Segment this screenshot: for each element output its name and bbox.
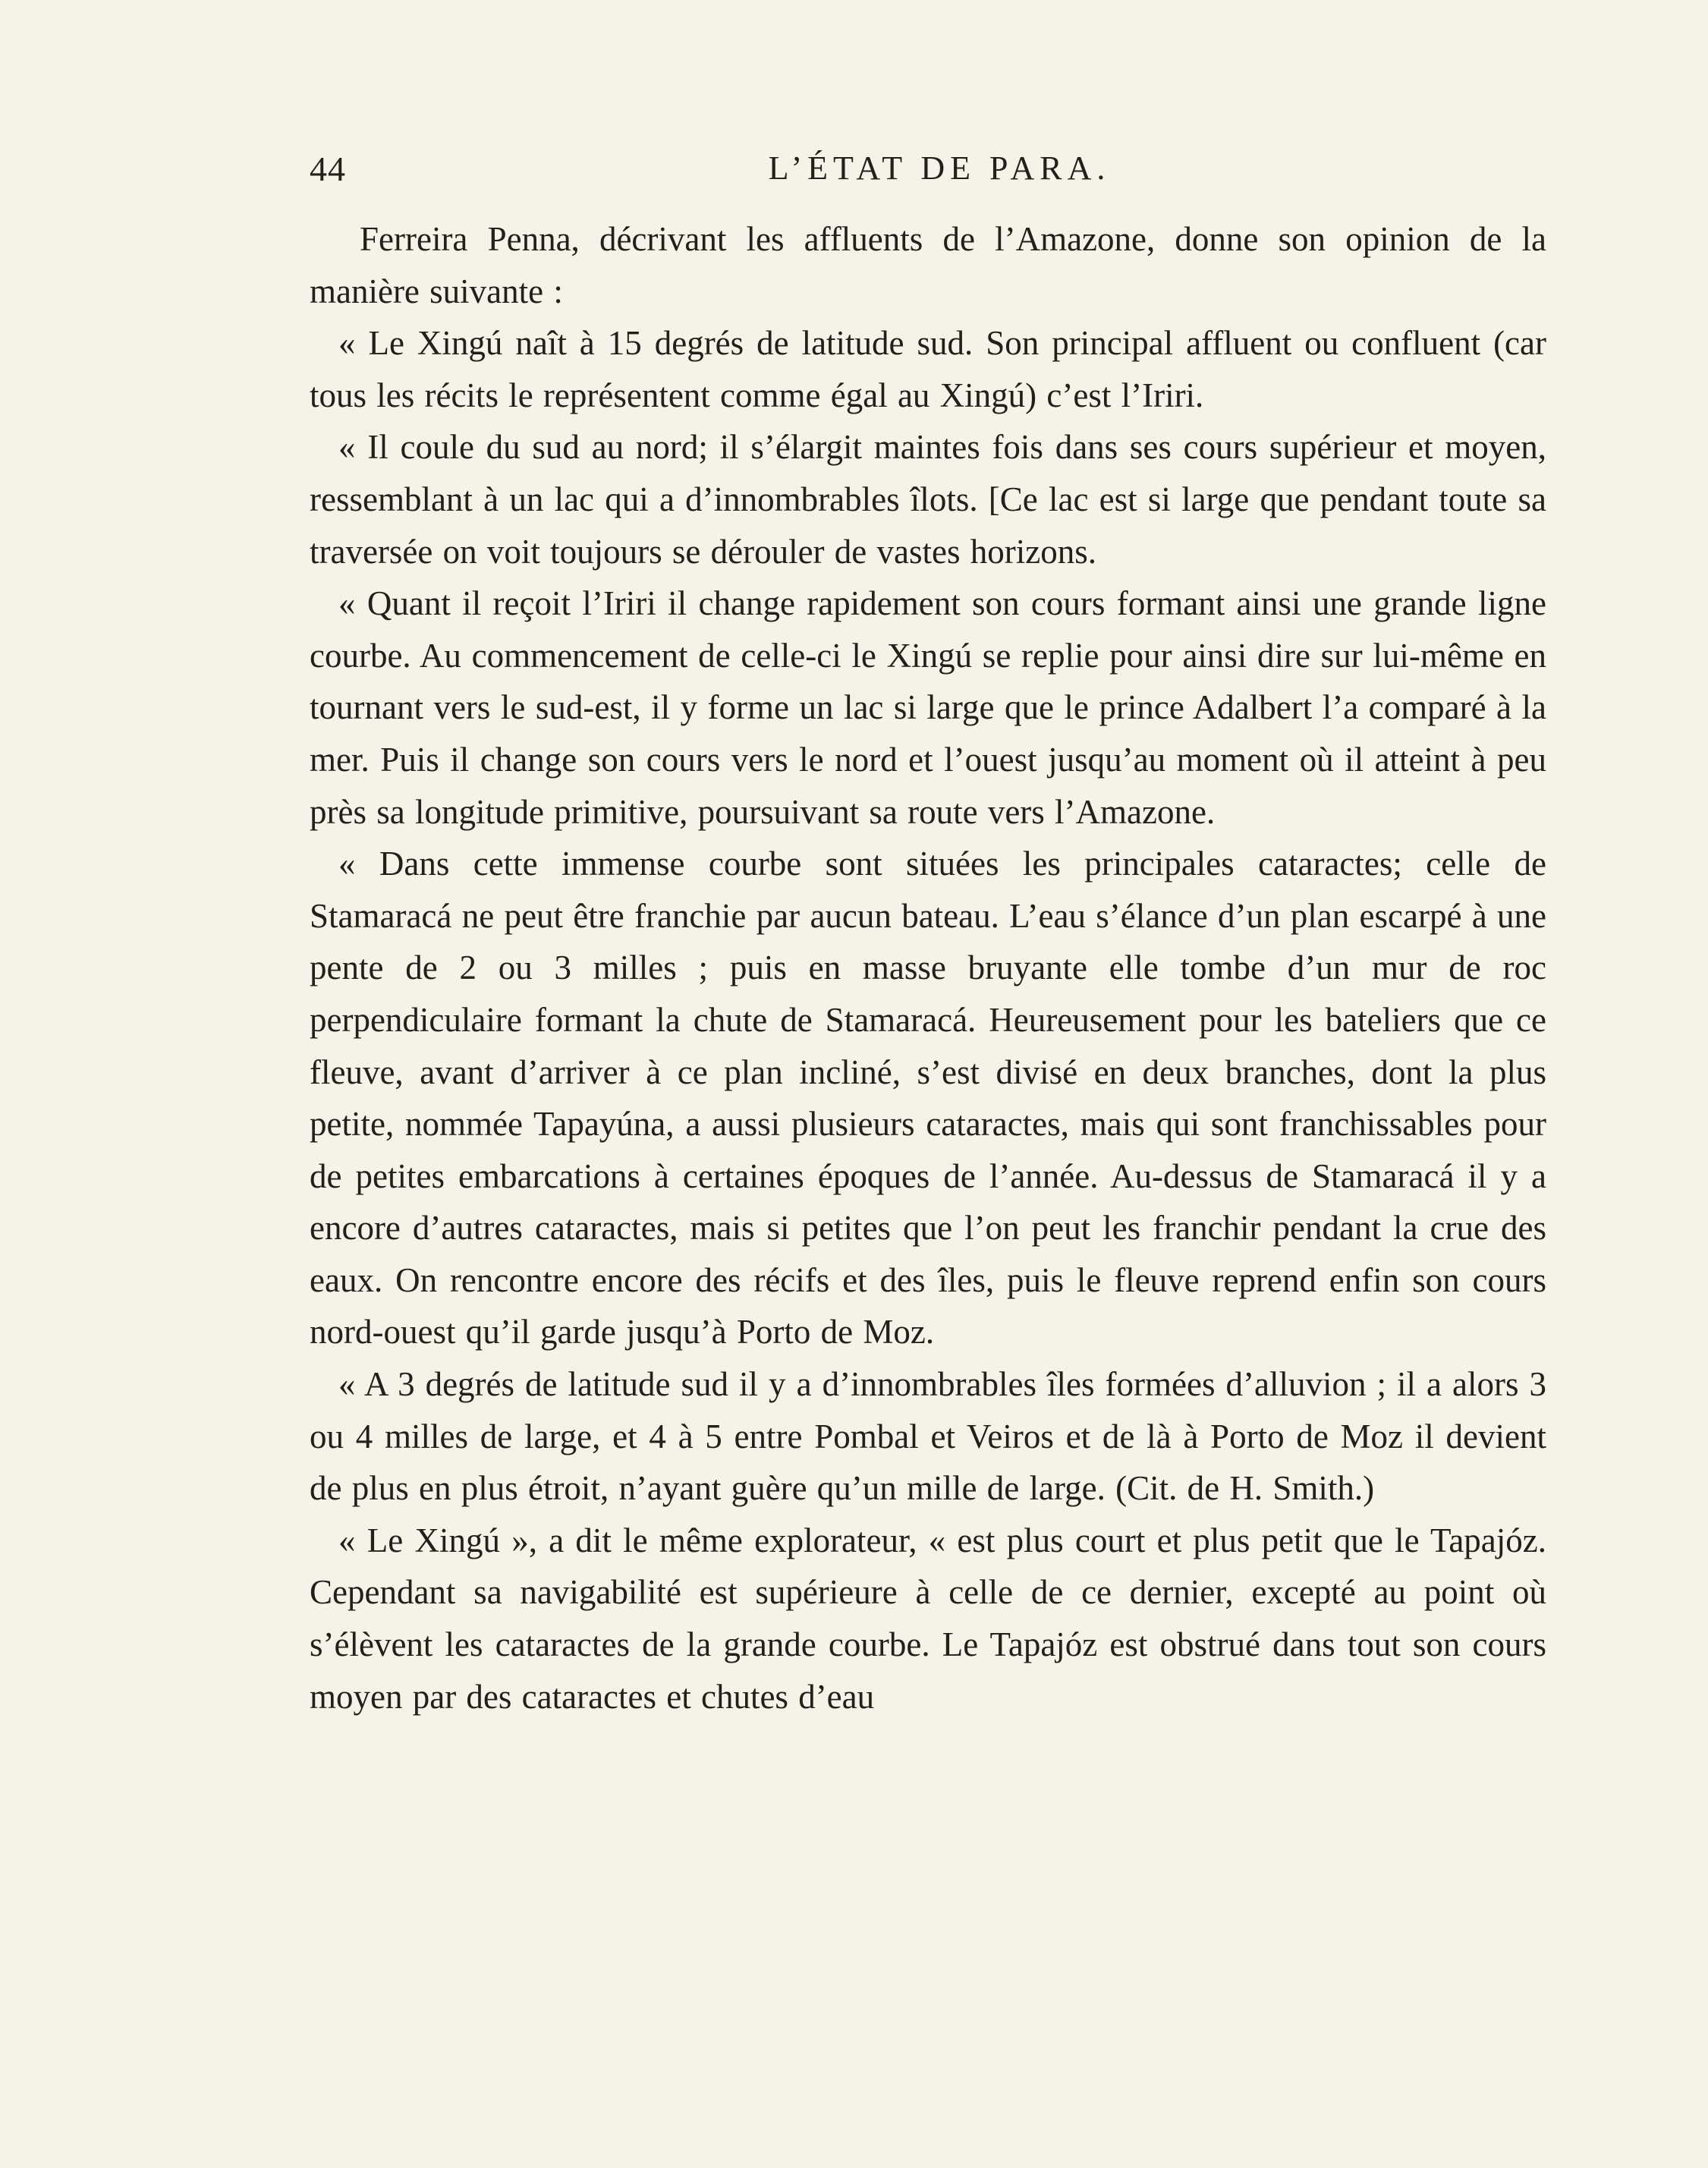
paragraph-quote-source: « Le Xingú naît à 15 degrés de latitude sud. Son principal affluent ou confluent (car tous les récits le représentent comme égal au Xingú) c’est l’Iriri.	[310, 324, 1546, 414]
running-title: L’ÉTAT DE PARA.	[768, 149, 1111, 187]
body-text	[310, 213, 1546, 1723]
paragraph-quote-islands: « A 3 degrés de latitude sud il y a d’innombrables îles formées d’alluvion ; il a alors 3 ou 4 milles de large, et 4 à 5 entre Pombal et Veiros et de là à Porto de Moz il devient de plus en plus étroit, n’ayant guère qu’un mille de large. (Cit. de H. Smith.)	[310, 1365, 1546, 1508]
running-head	[310, 149, 1546, 202]
paragraph-intro: Ferreira Penna, décrivant les affluents de l’Amazone, donne son opinion de la manière suivante :	[310, 220, 1546, 310]
book-page	[310, 0, 1546, 2168]
paragraph-quote-cataracts: « Dans cette immense courbe sont situées les principales cataractes; celle de Stamaracá ne peut être franchie par aucun bateau. L’eau s’élance d’un plan escarpé à une pente de 2 ou 3 milles ; puis en masse bruyante elle tombe d’un mur de roc perpendiculaire formant la chute de Stamaracá. Heureusement pour les bateliers que ce fleuve, avant d’arriver à ce plan incliné, s’est divisé en deux branches, dont la plus petite, nommée Tapayúna, a aussi plusieurs cataractes, mais qui sont franchissables pour de petites embarcations à certaines époques de l’année. Au-dessus de Stamaracá il y a encore d’autres cataractes, mais si petites que l’on peut les franchir pendant la crue des eaux. On rencontre encore des récifs et des îles, puis le fleuve reprend enfin son cours nord-ouest qu’il garde jusqu’à Porto de Moz.	[310, 845, 1546, 1351]
paragraph-quote-iriri: « Quant il reçoit l’Iriri il change rapidement son cours formant ainsi une grande ligne courbe. Au commencement de celle-ci le Xingú se replie pour ainsi dire sur lui-même en tournant vers le sud-est, il y forme un lac si large que le prince Adalbert l’a comparé à la mer. Puis il change son cours vers le nord et l’ouest jusqu’au moment où il atteint à peu près sa longitude primitive, poursuivant sa route vers l’Amazone.	[310, 584, 1546, 831]
page-number: 44	[310, 149, 346, 188]
paragraph-quote-navigability: « Le Xingú », a dit le même explorateur, « est plus court et plus petit que le Tapajóz. Cependant sa navigabilité est supérieure à celle de ce dernier, excepté au point où s’élèvent les cataractes de la grande courbe. Le Tapajóz est obstrué dans tout son cours moyen par des cataractes et chutes d’eau	[310, 1521, 1546, 1716]
paragraph-quote-course: « Il coule du sud au nord; il s’élargit maintes fois dans ses cours supérieur et moyen, ressemblant à un lac qui a d’innombrables îlots. [Ce lac est si large que pendant toute sa traversée on voit toujours se dérouler de vastes horizons.	[310, 428, 1546, 571]
